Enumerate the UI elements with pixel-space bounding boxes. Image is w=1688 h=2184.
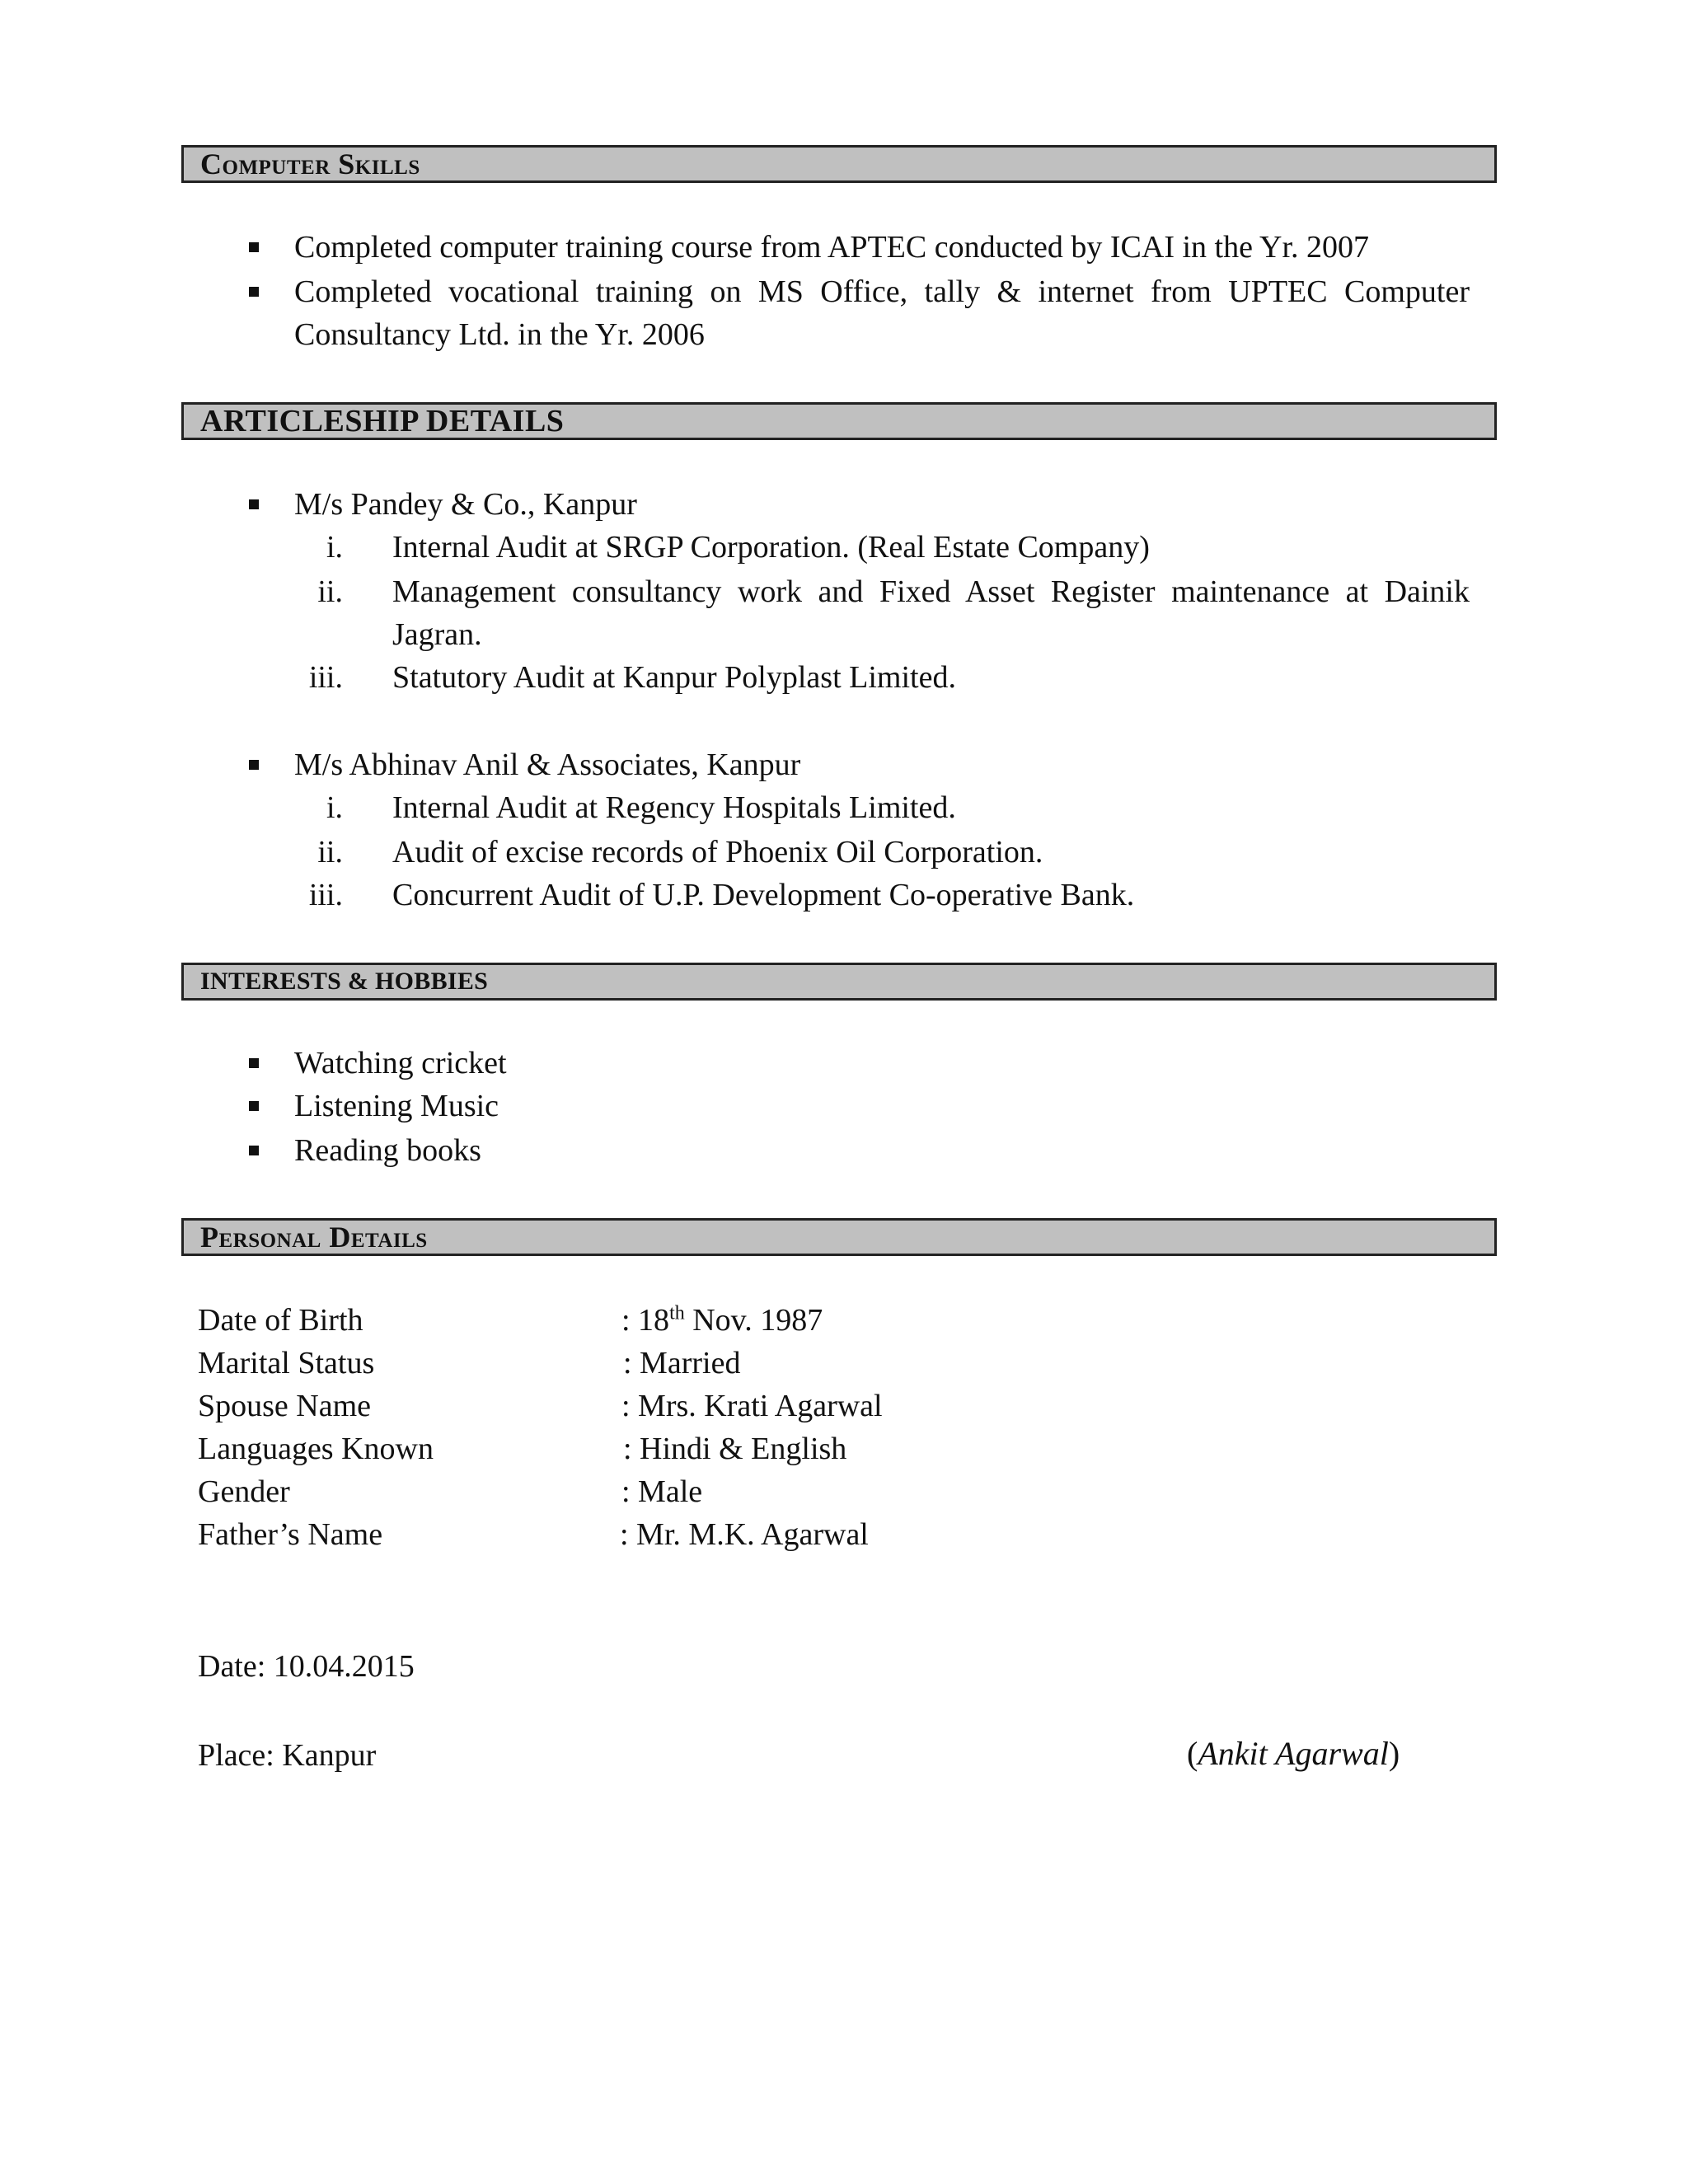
roman-numeral: iii. xyxy=(308,660,343,695)
detail-label: Marital Status xyxy=(198,1346,375,1380)
roman-numeral: ii. xyxy=(317,835,343,869)
bullet-icon xyxy=(249,287,259,297)
list-item: Management consultancy work and Fixed Asset Register maintenance at Dainik xyxy=(392,574,1470,609)
section-title: INTERESTS & HOBBIES xyxy=(200,968,489,995)
bullet-icon xyxy=(249,1058,259,1068)
section-title: Personal Details xyxy=(200,1221,428,1254)
detail-label: Languages Known xyxy=(198,1432,434,1466)
roman-numeral: i. xyxy=(326,530,343,565)
list-item: Completed computer training course from APTEC conducted by ICAI in the Yr. 2007 xyxy=(294,230,1370,265)
detail-label: Spouse Name xyxy=(198,1389,372,1423)
signature: (Ankit Agarwal) xyxy=(1187,1735,1400,1772)
detail-value: : Mrs. Krati Agarwal xyxy=(621,1389,883,1423)
place-line: Place: Kanpur xyxy=(198,1738,377,1773)
roman-numeral: ii. xyxy=(317,574,343,609)
roman-numeral: i. xyxy=(326,790,343,825)
bullet-icon xyxy=(249,1146,259,1155)
list-item: Watching cricket xyxy=(294,1046,507,1080)
bullet-icon xyxy=(249,760,259,770)
list-item: Completed vocational training on MS Office, tally & internet from UPTEC Computer xyxy=(294,274,1470,309)
bullet-icon xyxy=(249,499,259,509)
section-title: Computer Skills xyxy=(200,148,420,180)
detail-value: : 18th Nov. 1987 xyxy=(621,1302,823,1338)
section-header-articleship xyxy=(181,402,1497,440)
list-item-continuation: Jagran. xyxy=(392,617,482,652)
section-title: ARTICLESHIP DETAILS xyxy=(200,404,565,438)
list-item: Internal Audit at SRGP Corporation. (Real Estate Company) xyxy=(392,530,1150,565)
date-line: Date: 10.04.2015 xyxy=(198,1649,415,1684)
list-item-continuation: Consultancy Ltd. in the Yr. 2006 xyxy=(294,317,705,352)
firm-name: M/s Pandey & Co., Kanpur xyxy=(294,487,637,522)
detail-value: : Male xyxy=(621,1474,703,1509)
bullet-icon xyxy=(249,242,259,252)
roman-numeral: iii. xyxy=(308,878,343,912)
detail-value: : Mr. M.K. Agarwal xyxy=(620,1517,869,1552)
section-header-computer-skills xyxy=(181,145,1497,183)
list-item: Listening Music xyxy=(294,1089,499,1123)
detail-value: : Hindi & English xyxy=(623,1432,847,1466)
list-item: Internal Audit at Regency Hospitals Limited. xyxy=(392,790,956,825)
list-item: Audit of excise records of Phoenix Oil Corporation. xyxy=(392,835,1043,869)
detail-label: Date of Birth xyxy=(198,1303,363,1338)
list-item: Reading books xyxy=(294,1133,481,1168)
detail-label: Gender xyxy=(198,1474,290,1509)
list-item: Concurrent Audit of U.P. Development Co-operative Bank. xyxy=(392,878,1135,912)
detail-value: : Married xyxy=(623,1346,741,1380)
list-item: Statutory Audit at Kanpur Polyplast Limited. xyxy=(392,660,956,695)
section-header-personal xyxy=(181,1218,1497,1256)
firm-name: M/s Abhinav Anil & Associates, Kanpur xyxy=(294,748,801,782)
detail-label: Father’s Name xyxy=(198,1517,383,1552)
section-header-interests xyxy=(181,963,1497,1001)
bullet-icon xyxy=(249,1101,259,1111)
